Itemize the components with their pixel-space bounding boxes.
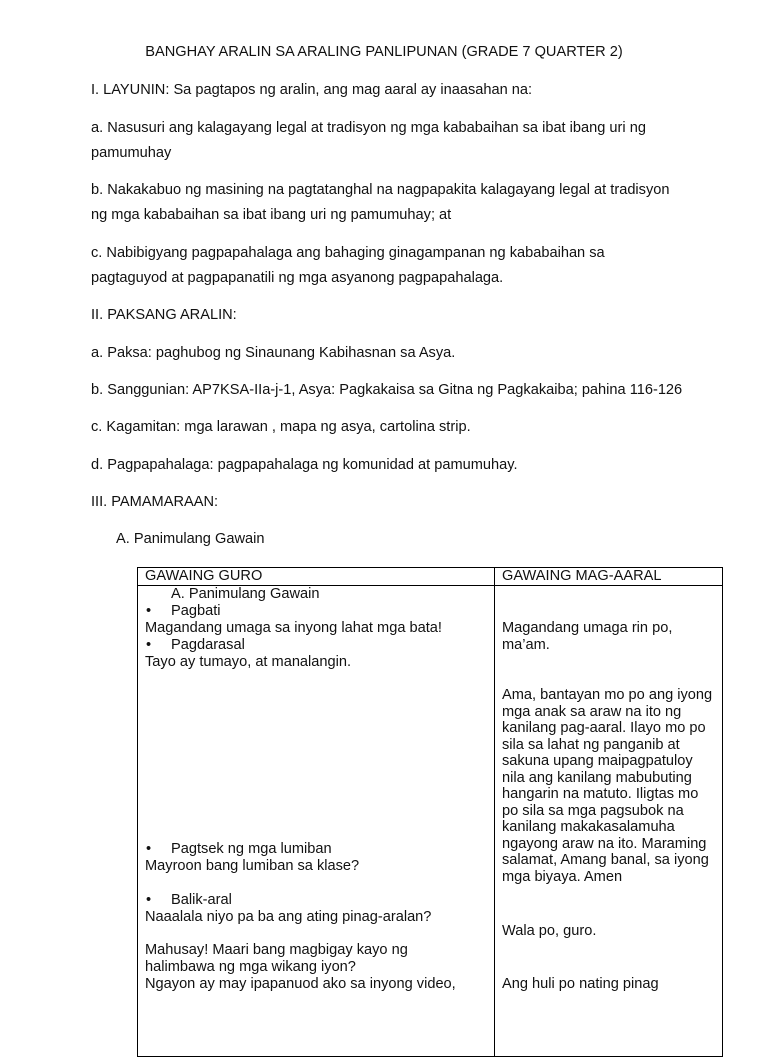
layunin-c-line2: pagtaguyod at pagpapanatili ng mga asyanong pagpapahalaga.	[91, 270, 504, 286]
pagtsek-text: Mayroon bang lumiban sa klase?	[145, 858, 360, 874]
pagdarasal-text: Tayo ay tumayo, at manalangin.	[145, 654, 352, 670]
mahusay-line2: halimbawa ng mga wikang iyon?	[145, 959, 356, 975]
pagtsek-label: Pagtsek ng mga lumiban	[171, 841, 332, 857]
ngayon-line: Ngayon ay may ipapanuod ako sa inyong video,	[145, 976, 456, 992]
layunin-c-line1: c. Nabibigyang pagpapahalaga ang bahaging ginagampanan ng kababaihan sa	[91, 245, 605, 261]
balik-aral-text: Naaalala niyo pa ba ang ating pinag-aralan?	[145, 909, 432, 925]
guro-cell	[138, 586, 495, 1057]
bullet-icon: •	[146, 603, 152, 619]
paksang-aralin-heading: II. PAKSANG ARALIN:	[91, 307, 237, 323]
bullet-icon: •	[146, 637, 152, 653]
column-header-gawaing-mag-aaral: GAWAING MAG-AARAL	[495, 568, 723, 586]
document-title: BANGHAY ARALIN SA ARALING PANLIPUNAN (GRADE 7 QUARTER 2)	[145, 44, 623, 60]
bullet-icon: •	[146, 892, 152, 908]
list-item	[145, 892, 487, 909]
activity-table	[137, 567, 723, 1057]
list-item	[145, 637, 487, 654]
list-item	[145, 603, 487, 620]
layunin-heading: I. LAYUNIN: Sa pagtapos ng aralin, ang mag aaral ay inaasahan na:	[91, 82, 533, 98]
layunin-a-line2: pamumuhay	[91, 145, 172, 161]
layunin-a-line1: a. Nasusuri ang kalagayang legal at tradisyon ng mga kababaihan sa ibat ibang uri ng	[91, 120, 646, 136]
pagdarasal-label: Pagdarasal	[171, 637, 245, 653]
table-header-row	[138, 568, 723, 586]
pagbati-label: Pagbati	[171, 603, 221, 619]
balik-aral-label: Balik-aral	[171, 892, 232, 908]
panalangin-text: Ama, bantayan mo po ang iyong mga anak sa araw na ito ng kanilang pag-aaral. Ilayo mo po sila sa lahat ng panganib at sakuna upang maipagpatuloy nila ang kanilang mabubuting hangarin na matuto. Iligtas mo po sila sa mga pagsubok na kanilang makakasalamuha ngayong araw na ito. Maraming salamat, Amang banal, sa iyong mga biyaya. Amen	[502, 687, 713, 885]
guro-section-heading: A. Panimulang Gawain	[171, 586, 320, 602]
kagamitan-line: c. Kagamitan: mga larawan , mapa ng asya, cartolina strip.	[91, 419, 471, 435]
pagbati-text: Magandang umaga sa inyong lahat mga bata!	[145, 620, 442, 636]
sanggunian-line: b. Sanggunian: AP7KSA-IIa-j-1, Asya: Pagkakaisa sa Gitna ng Pagkakaiba; pahina 116-126	[91, 382, 683, 398]
mag-aaral-cell	[495, 586, 723, 1057]
panimulang-gawain-heading: A. Panimulang Gawain	[116, 531, 265, 547]
mahusay-line1: Mahusay! Maari bang magbigay kayo ng	[145, 942, 408, 958]
tugon-lumiban: Wala po, guro.	[502, 923, 597, 939]
table-row	[138, 586, 723, 1057]
pagpapahalaga-line: d. Pagpapahalaga: pagpapahalaga ng komunidad at pamumuhay.	[91, 457, 518, 473]
paksa-line: a. Paksa: paghubog ng Sinaunang Kabihasnan sa Asya.	[91, 345, 456, 361]
tugon-pagbati: Magandang umaga rin po, ma’am.	[502, 620, 673, 653]
column-header-gawaing-guro: GAWAING GURO	[138, 568, 495, 586]
layunin-b-line1: b. Nakakabuo ng masining na pagtatanghal na nagpapakita kalagayang legal at tradisyon	[91, 182, 670, 198]
layunin-b-line2: ng mga kababaihan sa ibat ibang uri ng pamumuhay; at	[91, 207, 452, 223]
tugon-balik-aral: Ang huli po nating pinag	[502, 976, 659, 992]
pamamaraan-heading: III. PAMAMARAAN:	[91, 494, 219, 510]
list-item	[145, 841, 487, 858]
bullet-icon: •	[146, 841, 152, 857]
